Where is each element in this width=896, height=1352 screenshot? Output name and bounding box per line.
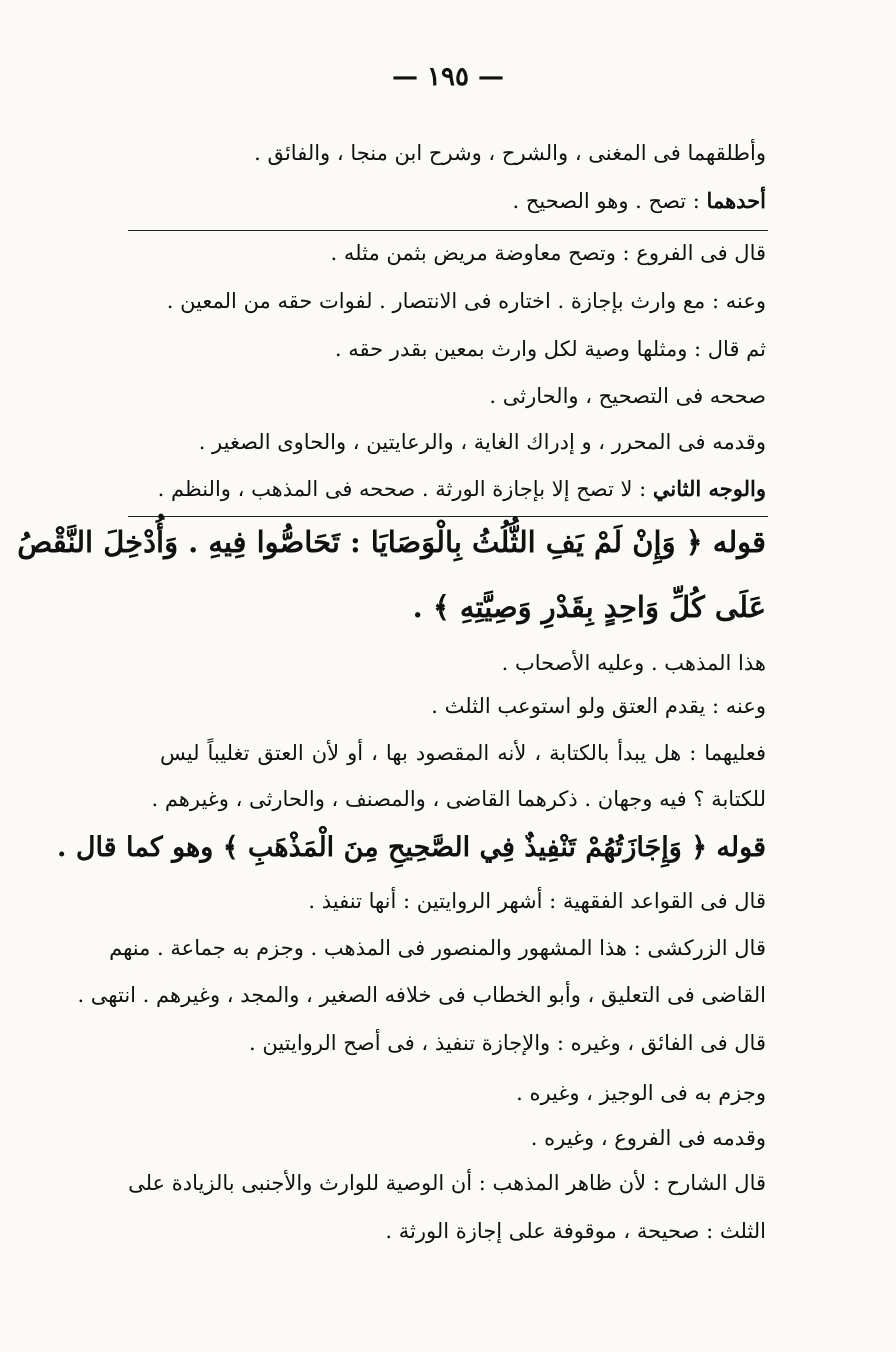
line-text: قال فى الفروع : وتصح معاوضة مريض بثمن مثله . — [330, 241, 766, 265]
line-text: القاضى فى التعليق ، وأبو الخطاب فى خلافه الصغير ، والمجد ، وغيرهم . انتهى . — [77, 983, 766, 1007]
line-text: فعليهما : هل يبدأ بالكتابة ، لأنه المقصود بها ، أو لأن العتق تغليباً ليس — [160, 741, 766, 765]
text-line — [331, 240, 766, 265]
quoted-verse-line — [17, 525, 766, 559]
line-text: ثم قال : ومثلها وصية لكل وارث بمعين بقدر حقه . — [334, 337, 766, 361]
line-text: وعنه : يقدم العتق ولو استوعب الثلث . — [431, 694, 766, 718]
text-line — [160, 740, 766, 765]
line-text: عَلَى كُلِّ وَاحِدٍ بِقَدْرِ وَصِيَّتِهِ ﴾ . — [412, 590, 766, 624]
page-number: — ١٩٥ — — [391, 62, 505, 92]
text-line — [77, 982, 766, 1007]
text-line — [151, 786, 766, 811]
text-line — [249, 1030, 766, 1055]
line-text: وأطلقهما فى المغنى ، والشرح ، وشرح ابن منجا ، والفائق . — [254, 141, 766, 165]
line-text: قال فى القواعد الفقهية : أشهر الروايتين : أنها تنفيذ . — [308, 889, 766, 913]
text-line — [199, 429, 766, 454]
text-line — [308, 888, 766, 913]
text-line — [531, 1125, 766, 1150]
text-line — [254, 140, 766, 165]
line-text: للكتابة ؟ فيه وجهان . ذكرهما القاضى ، والمصنف ، والحارثى ، وغيرهم . — [151, 787, 766, 811]
line-text: قال الزركشى : هذا المشهور والمنصور فى المذهب . وجزم به جماعة . منهم — [109, 936, 766, 960]
line-text: الثلث : صحيحة ، موقوفة على إجازة الورثة . — [385, 1219, 766, 1243]
line-lead: والوجه الثاني — [652, 476, 766, 501]
text-line — [335, 336, 766, 361]
line-text: قال فى الفائق ، وغيره : والإجازة تنفيذ ، فى أصح الروايتين . — [248, 1031, 766, 1055]
line-text: وعنه : مع وارث بإجازة . اختاره فى الانتصار . لفوات حقه من المعين . — [166, 289, 766, 313]
line-text: قال الشارح : لأن ظاهر المذهب : أن الوصية للوارث والأجنبى بالزيادة على — [128, 1171, 766, 1195]
text-line — [158, 476, 766, 501]
line-text: هذا المذهب . وعليه الأصحاب . — [501, 651, 766, 675]
section-divider — [128, 230, 768, 231]
text-line — [109, 935, 766, 960]
line-text: قوله ﴿ وَإِنْ لَمْ يَفِ الثُّلُثُ بِالْوَصَايَا : تَحَاصُّوا فِيهِ . وَأُدْخِلَ النَّقْصُ — [17, 525, 766, 559]
text-line — [385, 1218, 766, 1243]
text-line — [516, 1080, 766, 1105]
line-lead: أحدهما — [706, 188, 766, 213]
quoted-verse-line — [57, 832, 766, 863]
text-line — [513, 188, 767, 213]
text-line — [128, 1170, 766, 1195]
quoted-verse-line — [413, 590, 766, 624]
line-text: : لا تصح إلا بإجازة الورثة . صححه فى المذهب ، والنظم . — [157, 477, 653, 501]
line-text: وقدمه فى المحرر ، و إدراك الغاية ، والرعايتين ، والحاوى الصغير . — [198, 430, 766, 454]
section-divider — [128, 516, 768, 517]
text-line — [431, 693, 766, 718]
line-text: وقدمه فى الفروع ، وغيره . — [530, 1126, 766, 1150]
text-line — [167, 288, 766, 313]
text-line — [502, 650, 766, 675]
line-text: قوله ﴿ وَإِجَازَتُهُمْ تَنْفِيذٌ فِي الصَّحِيحِ مِنَ الْمَذْهَبِ ﴾ وهو كما قال . — [57, 832, 766, 863]
line-text: صححه فى التصحيح ، والحارثى . — [489, 384, 766, 408]
line-text: : تصح . وهو الصحيح . — [512, 189, 707, 213]
text-line — [489, 383, 766, 408]
line-text: وجزم به فى الوجيز ، وغيره . — [516, 1081, 766, 1105]
